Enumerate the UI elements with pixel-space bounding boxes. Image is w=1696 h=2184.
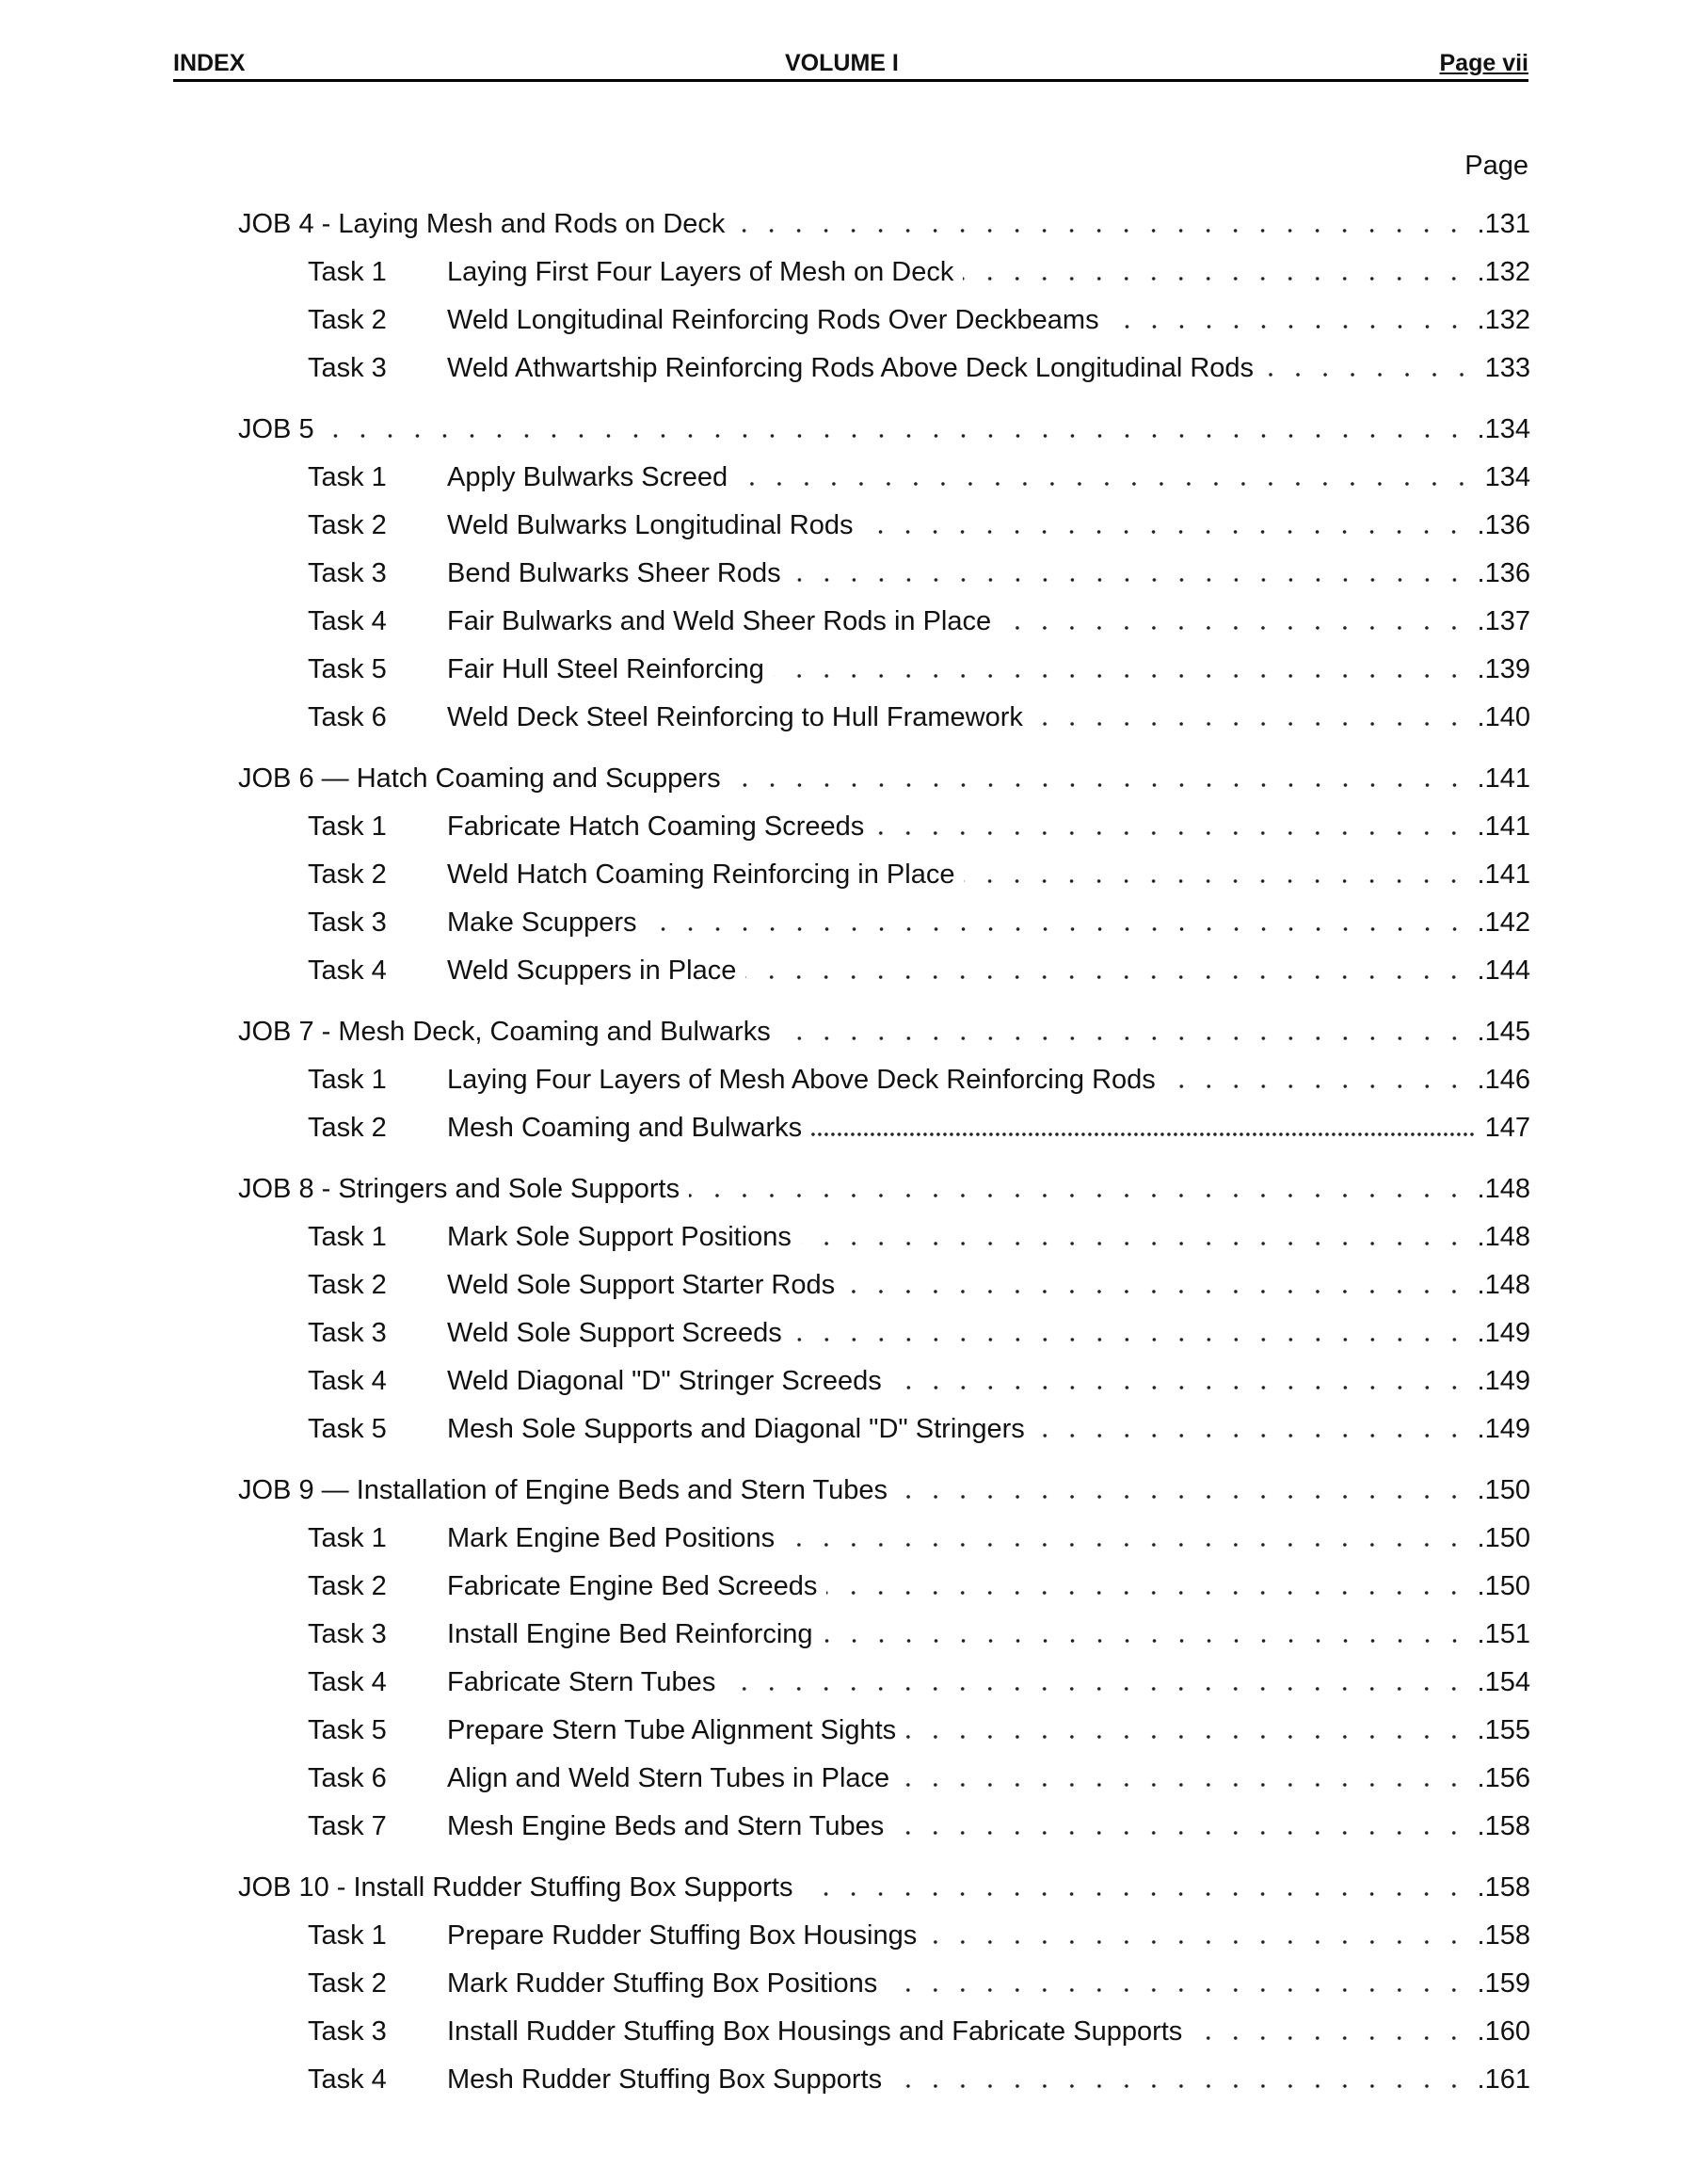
page-number: .151 bbox=[1477, 1619, 1530, 1649]
dot-leader bbox=[730, 783, 1468, 787]
toc-job-group bbox=[238, 1017, 1530, 1161]
task-number: Task 1 bbox=[308, 462, 387, 492]
toc-job-entry bbox=[238, 763, 1530, 811]
page-number: .140 bbox=[1477, 702, 1530, 732]
dot-leader bbox=[689, 1194, 1467, 1197]
toc-task-entry bbox=[238, 859, 1530, 907]
task-number: Task 1 bbox=[308, 1065, 387, 1095]
toc-task-entry bbox=[238, 305, 1530, 353]
page-number: .141 bbox=[1477, 859, 1530, 890]
task-title: Weld Sole Support Screeds bbox=[447, 1318, 782, 1348]
toc-task-entry bbox=[238, 1715, 1530, 1763]
task-title: Apply Bulwarks Screed bbox=[447, 462, 728, 492]
task-title: Mark Engine Bed Positions bbox=[447, 1523, 776, 1553]
page-number: .159 bbox=[1477, 1968, 1530, 1999]
task-number: Task 4 bbox=[308, 606, 387, 636]
task-title: Fabricate Engine Bed Screeds bbox=[447, 1571, 818, 1601]
page-number: .156 bbox=[1477, 1763, 1530, 1793]
toc-task-entry bbox=[238, 1571, 1530, 1619]
dot-leader bbox=[1034, 1434, 1468, 1437]
task-number: Task 2 bbox=[308, 1270, 387, 1300]
toc-task-entry bbox=[238, 1523, 1530, 1571]
dot-leader bbox=[926, 1940, 1467, 1944]
dot-leader bbox=[891, 2084, 1467, 2088]
toc-task-entry bbox=[238, 811, 1530, 859]
dot-leader bbox=[647, 927, 1468, 931]
task-title: Weld Sole Support Starter Rods bbox=[447, 1270, 836, 1300]
page-number: .158 bbox=[1477, 1811, 1530, 1841]
dot-leader bbox=[734, 229, 1467, 233]
task-number: Task 4 bbox=[308, 956, 387, 986]
page-number: .139 bbox=[1477, 654, 1530, 684]
table-of-contents bbox=[238, 209, 1530, 2126]
task-title: Bend Bulwarks Sheer Rods bbox=[447, 558, 781, 588]
dot-leader bbox=[1165, 1084, 1468, 1088]
page-number: .149 bbox=[1477, 1414, 1530, 1444]
toc-task-entry bbox=[238, 654, 1530, 702]
task-title: Laying First Four Layers of Mesh on Deck bbox=[447, 257, 954, 287]
toc-task-entry bbox=[238, 1270, 1530, 1318]
task-title: Mesh Sole Supports and Diagonal "D" Stringers bbox=[447, 1414, 1025, 1444]
task-number: Task 2 bbox=[308, 1968, 387, 1999]
page-number: .132 bbox=[1477, 257, 1530, 287]
toc-job-group bbox=[238, 414, 1530, 750]
dot-leader bbox=[801, 1242, 1468, 1245]
task-number: Task 3 bbox=[308, 907, 387, 938]
page-number: .155 bbox=[1477, 1715, 1530, 1745]
dot-leader bbox=[324, 434, 1468, 438]
dot-leader bbox=[1192, 2036, 1467, 2040]
header-page-number: Page vii bbox=[1439, 50, 1528, 76]
job-title: JOB 6 — Hatch Coaming and Scuppers bbox=[238, 763, 721, 794]
task-number: Task 3 bbox=[308, 558, 387, 588]
toc-task-entry bbox=[238, 1968, 1530, 2016]
page-number: .141 bbox=[1477, 811, 1530, 842]
dot-leader bbox=[897, 1495, 1468, 1499]
task-title: Fabricate Hatch Coaming Screeds bbox=[447, 811, 865, 842]
task-number: Task 2 bbox=[308, 1113, 387, 1143]
job-title: JOB 9 — Installation of Engine Beds and Stern Tubes bbox=[238, 1475, 888, 1505]
job-title: JOB 5 bbox=[238, 414, 314, 444]
page-number: .150 bbox=[1477, 1571, 1530, 1601]
dot-leader bbox=[811, 1132, 1475, 1136]
dot-leader bbox=[780, 1036, 1468, 1040]
task-title: Laying Four Layers of Mesh Above Deck Reinforcing Rods bbox=[447, 1065, 1156, 1095]
toc-task-entry bbox=[238, 1763, 1530, 1811]
task-title: Prepare Rudder Stuffing Box Housings bbox=[447, 1920, 918, 1951]
dot-leader bbox=[862, 530, 1467, 534]
toc-task-entry bbox=[238, 1366, 1530, 1414]
task-title: Align and Weld Stern Tubes in Place bbox=[447, 1763, 890, 1793]
dot-leader bbox=[893, 1831, 1467, 1835]
toc-job-group bbox=[238, 763, 1530, 1004]
toc-task-entry bbox=[238, 606, 1530, 654]
page-number: 147 bbox=[1484, 1113, 1530, 1143]
task-title: Make Scuppers bbox=[447, 907, 637, 938]
task-title: Fair Hull Steel Reinforcing bbox=[447, 654, 764, 684]
page-number: .137 bbox=[1477, 606, 1530, 636]
page-number: .158 bbox=[1477, 1920, 1530, 1951]
task-number: Task 6 bbox=[308, 1763, 387, 1793]
page-number: .160 bbox=[1477, 2016, 1530, 2047]
toc-job-entry bbox=[238, 1872, 1530, 1920]
page-column-label: Page bbox=[1464, 151, 1528, 181]
toc-task-entry bbox=[238, 353, 1530, 401]
dot-leader bbox=[802, 1892, 1467, 1896]
job-title: JOB 4 - Laying Mesh and Rods on Deck bbox=[238, 209, 726, 239]
task-number: Task 4 bbox=[308, 1366, 387, 1396]
toc-task-entry bbox=[238, 1113, 1530, 1161]
task-title: Mark Sole Support Positions bbox=[447, 1222, 792, 1252]
toc-task-entry bbox=[238, 462, 1530, 510]
toc-task-entry bbox=[238, 956, 1530, 1004]
task-title: Weld Longitudinal Reinforcing Rods Over Deckbeams bbox=[447, 305, 1099, 335]
task-title: Mesh Engine Beds and Stern Tubes bbox=[447, 1811, 885, 1841]
task-number: Task 4 bbox=[308, 1667, 387, 1697]
dot-leader bbox=[745, 975, 1467, 979]
page-number: .150 bbox=[1477, 1523, 1530, 1553]
task-number: Task 5 bbox=[308, 654, 387, 684]
task-number: Task 3 bbox=[308, 1619, 387, 1649]
task-number: Task 2 bbox=[308, 1571, 387, 1601]
toc-task-entry bbox=[238, 1318, 1530, 1366]
toc-job-group bbox=[238, 1174, 1530, 1462]
task-title: Mesh Coaming and Bulwarks bbox=[447, 1113, 803, 1143]
task-title: Fair Bulwarks and Weld Sheer Rods in Place bbox=[447, 606, 992, 636]
page-number: .142 bbox=[1477, 907, 1530, 938]
page-number: 133 bbox=[1484, 353, 1530, 383]
page-number: .132 bbox=[1477, 305, 1530, 335]
toc-job-group bbox=[238, 209, 1530, 401]
toc-task-entry bbox=[238, 2064, 1530, 2112]
header-volume: VOLUME I bbox=[785, 50, 899, 76]
task-number: Task 5 bbox=[308, 1414, 387, 1444]
dot-leader bbox=[823, 1639, 1468, 1643]
toc-task-entry bbox=[238, 907, 1530, 956]
dot-leader bbox=[1000, 626, 1467, 630]
toc-task-entry bbox=[238, 558, 1530, 606]
toc-task-entry bbox=[238, 1414, 1530, 1462]
page-number: .161 bbox=[1477, 2064, 1530, 2095]
dot-leader bbox=[899, 1783, 1467, 1787]
page-number: 134 bbox=[1484, 462, 1530, 492]
toc-task-entry bbox=[238, 510, 1530, 558]
page-number: .136 bbox=[1477, 510, 1530, 540]
task-number: Task 1 bbox=[308, 1222, 387, 1252]
dot-leader bbox=[737, 482, 1475, 486]
task-title: Mark Rudder Stuffing Box Positions bbox=[447, 1968, 878, 1999]
task-number: Task 1 bbox=[308, 811, 387, 842]
task-number: Task 2 bbox=[308, 305, 387, 335]
toc-job-entry bbox=[238, 414, 1530, 462]
task-number: Task 7 bbox=[308, 1811, 387, 1841]
toc-task-entry bbox=[238, 1065, 1530, 1113]
task-title: Install Rudder Stuffing Box Housings and Fabricate Supports bbox=[447, 2016, 1183, 2047]
task-title: Weld Scuppers in Place bbox=[447, 956, 737, 986]
task-number: Task 1 bbox=[308, 1523, 387, 1553]
job-title: JOB 8 - Stringers and Sole Supports bbox=[238, 1174, 680, 1204]
toc-job-entry bbox=[238, 1475, 1530, 1523]
task-title: Install Engine Bed Reinforcing bbox=[447, 1619, 813, 1649]
dot-leader bbox=[1263, 373, 1476, 377]
page-number: .148 bbox=[1477, 1174, 1530, 1204]
toc-task-entry bbox=[238, 2016, 1530, 2064]
page-number: .149 bbox=[1477, 1318, 1530, 1348]
toc-task-entry bbox=[238, 257, 1530, 305]
task-number: Task 3 bbox=[308, 2016, 387, 2047]
job-title: JOB 10 - Install Rudder Stuffing Box Supports bbox=[238, 1872, 793, 1903]
dot-leader bbox=[725, 1687, 1467, 1691]
task-number: Task 1 bbox=[308, 1920, 387, 1951]
toc-task-entry bbox=[238, 1619, 1530, 1667]
toc-task-entry bbox=[238, 1667, 1530, 1715]
task-number: Task 2 bbox=[308, 510, 387, 540]
toc-job-entry bbox=[238, 1174, 1530, 1222]
page-number: .148 bbox=[1477, 1270, 1530, 1300]
task-title: Weld Bulwarks Longitudinal Rods bbox=[447, 510, 854, 540]
dot-leader bbox=[826, 1591, 1467, 1595]
toc-task-entry bbox=[238, 1920, 1530, 1968]
task-title: Mesh Rudder Stuffing Box Supports bbox=[447, 2064, 883, 2095]
dot-leader bbox=[891, 1386, 1468, 1389]
dot-leader bbox=[784, 1543, 1467, 1547]
dot-leader bbox=[963, 277, 1467, 281]
page-number: .144 bbox=[1477, 956, 1530, 986]
task-number: Task 3 bbox=[308, 353, 387, 383]
task-title: Weld Athwartship Reinforcing Rods Above Deck Longitudinal Rods bbox=[447, 353, 1255, 383]
page-number: .145 bbox=[1477, 1017, 1530, 1047]
toc-job-entry bbox=[238, 1017, 1530, 1065]
page-number: .131 bbox=[1477, 209, 1530, 239]
toc-task-entry bbox=[238, 702, 1530, 750]
dot-leader bbox=[905, 1735, 1467, 1739]
toc-task-entry bbox=[238, 1222, 1530, 1270]
dot-leader bbox=[873, 831, 1467, 835]
dot-leader bbox=[1032, 722, 1468, 726]
task-title: Fabricate Stern Tubes bbox=[447, 1667, 716, 1697]
dot-leader bbox=[964, 879, 1467, 883]
page-number: .158 bbox=[1477, 1872, 1530, 1903]
toc-job-group bbox=[238, 1475, 1530, 1859]
page-number: .150 bbox=[1477, 1475, 1530, 1505]
task-title: Prepare Stern Tube Alignment Sights bbox=[447, 1715, 897, 1745]
task-number: Task 4 bbox=[308, 2064, 387, 2095]
task-title: Weld Deck Steel Reinforcing to Hull Framework bbox=[447, 702, 1023, 732]
page-header bbox=[173, 49, 1528, 82]
toc-job-entry bbox=[238, 209, 1530, 257]
task-number: Task 2 bbox=[308, 859, 387, 890]
page-number: .146 bbox=[1477, 1065, 1530, 1095]
dot-leader bbox=[1109, 325, 1468, 329]
dot-leader bbox=[887, 1988, 1467, 1992]
page-number: .149 bbox=[1477, 1366, 1530, 1396]
page-number: .148 bbox=[1477, 1222, 1530, 1252]
header-index: INDEX bbox=[173, 50, 246, 76]
page-number: .141 bbox=[1477, 763, 1530, 794]
page-number: .136 bbox=[1477, 558, 1530, 588]
task-number: Task 3 bbox=[308, 1318, 387, 1348]
task-title: Weld Hatch Coaming Reinforcing in Place bbox=[447, 859, 955, 890]
job-title: JOB 7 - Mesh Deck, Coaming and Bulwarks bbox=[238, 1017, 771, 1047]
toc-task-entry bbox=[238, 1811, 1530, 1859]
task-number: Task 6 bbox=[308, 702, 387, 732]
page-number: .134 bbox=[1477, 414, 1530, 444]
task-title: Weld Diagonal "D" Stringer Screeds bbox=[447, 1366, 882, 1396]
toc-job-group bbox=[238, 1872, 1530, 2112]
dot-leader bbox=[844, 1290, 1467, 1293]
page-number: .154 bbox=[1477, 1667, 1530, 1697]
dot-leader bbox=[791, 578, 1468, 582]
task-number: Task 1 bbox=[308, 257, 387, 287]
dot-leader bbox=[792, 1338, 1468, 1341]
task-number: Task 5 bbox=[308, 1715, 387, 1745]
dot-leader bbox=[774, 674, 1468, 678]
